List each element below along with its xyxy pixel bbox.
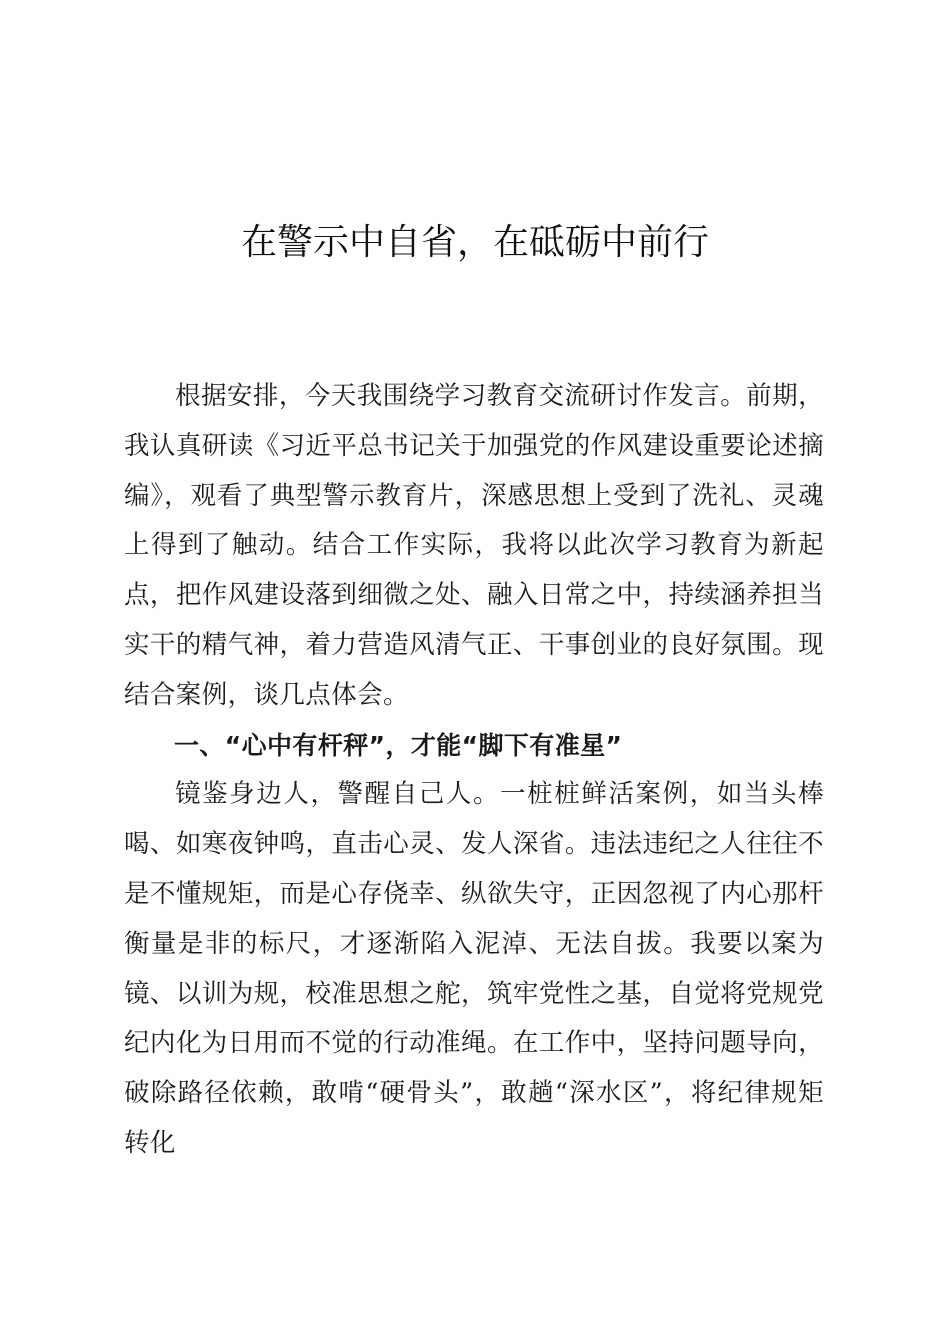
document-title: 在警示中自省，在砥砺中前行 (240, 222, 709, 263)
body-paragraph: 镜鉴身边人，警醒自己人。一桩桩鲜活案例，如当头棒喝、如寒夜钟鸣，直击心灵、发人深省。违法违纪之人往往不是不懂规矩，而是心存侥幸、纵欲失守，正因忽视了内心那杆衡量是非的标尺，才逐渐陷入泥淖、无法自拔。我要以案为镜、以训为规，校准思想之舵，筑牢党性之基，自觉将党规党纪内化为日用而不觉的行动准绳。在工作中，坚持问题导向，破除路径依赖，敢啃“硬骨头”，敢趟“深水区”，将纪律规矩转化 (124, 779, 824, 1158)
document-body (124, 372, 824, 1169)
intro-paragraph: 根据安排，今天我围绕学习教育交流研讨作发言。前期，我认真研读《习近平总书记关于加强党的作风建设重要论述摘编》，观看了典型警示教育片，深感思想上受到了洗礼、灵魂上得到了触动。结合工作实际，我将以此次学习教育为新起点，把作风建设落到细微之处、融入日常之中，持续涵养担当实干的精气神，着力营造风清气正、干事创业的良好氛围。现结合案例，谈几点体会。 (124, 381, 824, 710)
section-heading: 一、“心中有杆秤”，才能“脚下有准星” (174, 730, 623, 760)
